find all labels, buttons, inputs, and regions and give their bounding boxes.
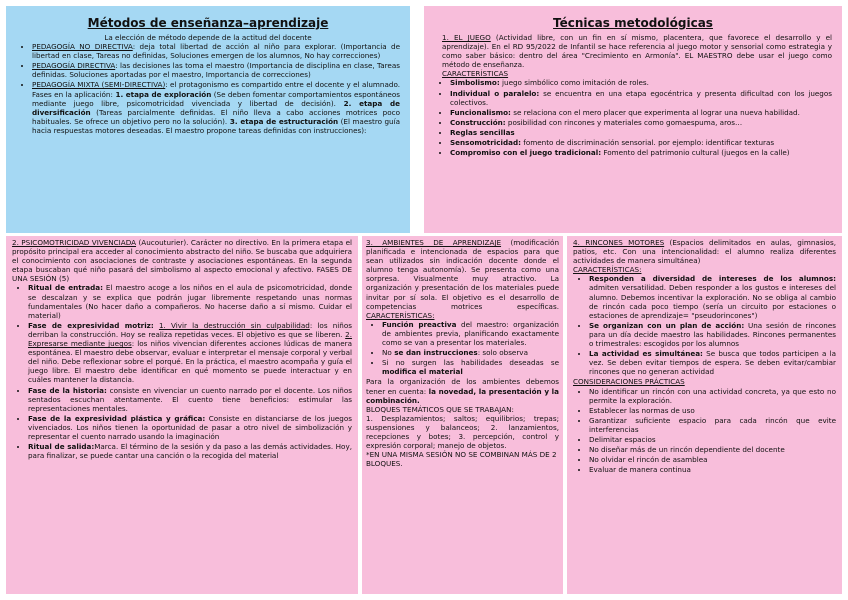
metodo-text: (El maestro guía hacia respuestas motores deseadas. El maestro propone tareas definidas con instrucciones): xyxy=(32,116,401,135)
metodo-text: (Se deben fomentar comportamientos espontáneos mediante juego libre, psicomotricidad vivenciada y libertad de decisión). xyxy=(32,89,400,108)
list-item: • No identificar un rincón con una actividad concreta, ya que esto no permite la exploración. xyxy=(589,387,836,405)
item-text: No xyxy=(382,348,392,358)
metodo-item xyxy=(32,61,400,79)
tecnicas-panel xyxy=(424,6,842,233)
item-bold: Reglas sencillas xyxy=(450,127,515,137)
list-item xyxy=(382,358,559,376)
metodo-text: (Tareas parcialmente definidas. El niño lleva a cabo acciones motrices poco habituales. Se ofrece un objetivo pero no la solución). xyxy=(32,107,400,126)
rincones-car-heading: CARACTERÍSTICAS: xyxy=(573,265,642,275)
item-bold: se dan instrucciones xyxy=(391,348,478,358)
fase-diversificacion: 2. etapa de diversificación xyxy=(32,98,400,117)
item-bold: Sensomotricidad: xyxy=(450,138,521,148)
item-text: Marca. El término de la sesión y da paso a las demás actividades. Hoy, para finalizar, se puede cantar una canción o la recogida del material xyxy=(28,442,352,461)
metodo-label: PEDAGOGÍA DIRECTIVA xyxy=(32,61,116,71)
item-text: se relaciona con el mero placer que experimenta al lograr una nueva habilidad. xyxy=(510,107,800,117)
bloques-note: *EN UNA MISMA SESIÓN NO SE COMBINAN MÁS DE 2 BLOQUES. xyxy=(366,450,557,469)
metodo-label: PEDAGOGÍA MIXTA (SEMI-DIRECTIVA) xyxy=(32,80,166,90)
ambientes-intro xyxy=(366,238,559,320)
item-bold: Simbolismo: xyxy=(450,78,500,88)
item-underline: 1. Vivir la destrucción sin culpabilidad xyxy=(158,320,310,330)
item-bold: modifica el material xyxy=(382,367,463,377)
list-item xyxy=(589,274,836,319)
item-text: : los niños derriban la construcción. Hoy se realiza repetidas veces. El objetivo es que se liberen. xyxy=(28,320,352,339)
item-text: posibilidad con rincones y materiales como gomaespuma, aros… xyxy=(505,117,743,127)
list-item xyxy=(28,283,352,319)
ambientes-text: (modificación planificada e intencionada de espacios para que sean utilizados sin indicación docente donde el alumno tenga autonomía). Se presenta como una sorpresa. Visualmente muy atractivo. La organización y presentación de los materiales puede invitar por sí sola. El objetivo es el desarrollo de competencias motrices específicas. xyxy=(366,238,559,311)
item-bold: Fase de la expresividad plástica y gráfica: xyxy=(28,413,206,423)
list-item xyxy=(450,118,832,127)
metodo-text: : el protagonismo es compartido entre el docente y el alumnado. Fases en la aplicación: xyxy=(32,80,400,99)
bloques-text: 1. Desplazamientos; saltos; equilibrios; trepas; suspensiones y balanceos; 2. lanzamientos, recepciones y botes; 3. percepción, control y expresión corporal; manejo de objetos. xyxy=(366,413,559,451)
item-text: El maestro acoge a los niños en el aula de psicomotricidad, donde se descalzan y se explica que podrán jugar libremente respetando unas normas fundamentales (No hacer daño a compañeros. No hacerse daño a sí mismo. Cuidar el material) xyxy=(28,283,352,320)
list-item xyxy=(450,89,832,107)
list-item xyxy=(450,138,832,147)
metodos-list xyxy=(16,42,400,135)
psico-heading: 2. PSICOMOTRICIDAD VIVENCIADA xyxy=(12,238,137,247)
consideraciones-heading: CONSIDERACIONES PRÁCTICAS xyxy=(573,377,685,387)
list-item xyxy=(450,108,832,117)
list-item xyxy=(28,386,352,413)
item-bold: Individual o paralelo: xyxy=(450,88,540,98)
item-bold: Ritual de salida: xyxy=(28,442,95,452)
item-text: : los niños vivencian diferentes acciones lúdicas de manera espontánea. El maestro debe observar, evaluar e interpretar el mensaje corporal y verbal del niño. Debe reflexionar sobre el porqué. En la práctica, el maestro acompaña y guía el juego libre. El maestro debe identificar en qué momento se puede interactuar y en cuáles mantener la distancia. xyxy=(28,339,352,385)
list-item xyxy=(28,414,352,441)
list-item xyxy=(382,348,559,357)
item-text: Si no surgen las habilidades deseadas se xyxy=(382,358,559,368)
metodos-title: Métodos de enseñanza–aprendizaje xyxy=(87,16,329,30)
ambientes-bold: la novedad, la presentación y la combinación. xyxy=(366,386,559,405)
item-bold: Construcción: xyxy=(450,117,506,127)
juego-paragraph xyxy=(434,33,832,78)
metodo-item-mixta xyxy=(32,80,400,135)
psicomotricidad-panel xyxy=(6,236,358,594)
juego-car-heading: CARACTERÍSTICAS xyxy=(442,69,509,79)
list-item xyxy=(450,78,832,87)
rincones-panel xyxy=(567,236,842,594)
fase-exploracion: 1. etapa de exploración xyxy=(112,89,212,99)
item-text: juego simbólico como imitación de roles. xyxy=(499,78,649,88)
psico-intro-text: (Aucouturier). Carácter no directivo. En la primera etapa el propósito principal era acceder al conocimiento abstracto del niño. Se buscaba que adquiriera el conocimiento con asociaciones de contraste y asociaciones espontáneas. En la segunda etapa buscaban qué niño pasará del simbolismo al aspecto emocional y afectivo. FASES DE UNA SESIÓN (5) xyxy=(12,238,352,284)
ambientes-heading: 3. AMBIENTES DE APRENDIZAJE xyxy=(366,238,502,247)
psico-intro xyxy=(12,238,352,283)
item-text: Se busca que todos participen a la vez. Se deben evitar tiempos de espera. Se deben evitar/cambiar rincones que no generan actividad xyxy=(589,349,837,377)
item-bold: Funcionalismo: xyxy=(450,107,511,117)
juego-text: (Actividad libre, con un fin en sí mismo, placentera, que favorece el desarrollo y el aprendizaje). En el RD 95/2022 de Infantil se hace referencia al juego motor y sensorial como estrategia y como saber básico: dentro del área "Crecimiento en Armonía". EL MAESTRO debe usar el juego como método de enseñanza. xyxy=(442,33,832,70)
rincones-text: (Espacios delimitados en aulas, gimnasios, patios, etc. Con una intencionalidad: el alumno realiza diferentes actividades de manera simultánea) xyxy=(573,238,836,266)
metodo-label: PEDAGOGÍA NO DIRECTIVA xyxy=(32,42,133,52)
rincones-caracteristicas xyxy=(573,274,836,376)
metodo-text: : deja total libertad de acción al niño para explorar. (Importancia de libertad en clase, Tareas no definidas, Soluciones emergen de los alumnos, No hay correcciones) xyxy=(32,42,400,61)
ambientes-caracteristicas xyxy=(366,320,559,377)
juego-caracteristicas xyxy=(434,78,832,157)
list-item: • No olvidar el rincón de asamblea xyxy=(589,455,836,464)
bloques-heading: BLOQUES TEMÁTICOS QUE SE TRABAJAN: xyxy=(366,404,514,414)
ambientes-text: Para la organización de los ambientes debemos tener en cuenta: xyxy=(366,377,559,396)
list-item xyxy=(450,148,832,157)
item-text: Fomento del patrimonio cultural (juegos en la calle) xyxy=(601,148,790,158)
item-bold: Compromiso con el juego tradicional: xyxy=(450,148,602,158)
list-item: • Establecer las normas de uso xyxy=(589,406,836,415)
list-item: • Delimitar espacios xyxy=(589,435,836,444)
item-bold: Ritual de entrada: xyxy=(28,283,103,293)
item-text: Consiste en distanciarse de los juegos vivenciados. Los niños tienen la oportunidad de pasar a otro nivel de simbolización y representar el cuento narrado usando la imaginación xyxy=(28,413,352,441)
psico-fases xyxy=(12,283,352,460)
item-text: fomento de discriminación sensorial. por ejemplo: identificar texturas xyxy=(521,138,775,148)
item-underline: 2. Expresarse mediante juegos xyxy=(28,329,353,349)
juego-label: 1. EL JUEGO xyxy=(442,33,491,42)
item-text: consiste en vivenciar un cuento narrado por el docente. Los niños sentados escuchan atentamente. El cuento tiene beneficios: estimular las representaciones mentales. xyxy=(28,385,353,413)
ambientes-panel xyxy=(362,236,563,594)
list-item: • No diseñar más de un rincón dependiente del docente xyxy=(589,445,836,454)
item-text: : solo observa xyxy=(477,348,528,358)
list-item xyxy=(589,321,836,348)
rincones-heading: 4. RINCONES MOTORES xyxy=(573,238,665,247)
ambientes-car-heading: CARACTERÍSTICAS: xyxy=(366,310,435,320)
list-item xyxy=(589,349,836,376)
list-item: • Garantizar suficiente espacio para cada rincón que evite interferencias xyxy=(589,416,836,434)
list-item xyxy=(382,320,559,347)
consideraciones-list xyxy=(573,387,836,475)
metodos-intro: La elección de método depende de la actitud del docente xyxy=(104,33,312,42)
item-bold: Función preactiva xyxy=(382,319,457,329)
item-bold: Fase de la historia: xyxy=(28,385,107,395)
item-bold: Se organizan con un plan de acción: xyxy=(589,320,745,330)
item-text: Una sesión de rincones para un día decide maestro las habilidades. Rincones permanentes o trimestrales: escogidos por los alumnos xyxy=(589,320,836,349)
item-bold: Fase de expresividad motriz: xyxy=(28,320,154,330)
list-item xyxy=(28,321,352,385)
item-text: se encuentra en una etapa egocéntrica y presenta dificultad con los juegos colectivos. xyxy=(450,88,832,107)
item-bold: Responden a diversidad de intereses de los alumnos: xyxy=(589,274,836,284)
item-text: admiten versatilidad. Deben responder a los gustos e intereses del alumno. Debemos incentivar la exploración. No se obliga al cambio de rincón cada poco tiempo (sería un circuito por estaciones o estaciones de aprendizaje= "pseudorincones") xyxy=(589,283,836,320)
list-item xyxy=(28,442,352,460)
list-item: • Evaluar de manera continua xyxy=(589,465,836,474)
rincones-intro xyxy=(573,238,836,274)
item-bold: La actividad es simultánea: xyxy=(589,349,703,359)
metodos-panel xyxy=(6,6,410,233)
metodo-text: : las decisiones las toma el maestro (Importancia de disciplina en clase, Tareas definidas. Soluciones aportadas por el maestro, Importancia de correcciones) xyxy=(32,61,400,80)
ambientes-organizacion xyxy=(366,377,559,404)
item-text: del maestro: organización de ambientes previa, planificando exactamente como se van a presentar los materiales. xyxy=(382,319,559,348)
tecnicas-title: Técnicas metodológicas xyxy=(553,16,713,30)
list-item xyxy=(450,128,832,137)
metodo-item xyxy=(32,42,400,60)
fase-estructuracion: 3. etapa de estructuración xyxy=(227,116,339,126)
